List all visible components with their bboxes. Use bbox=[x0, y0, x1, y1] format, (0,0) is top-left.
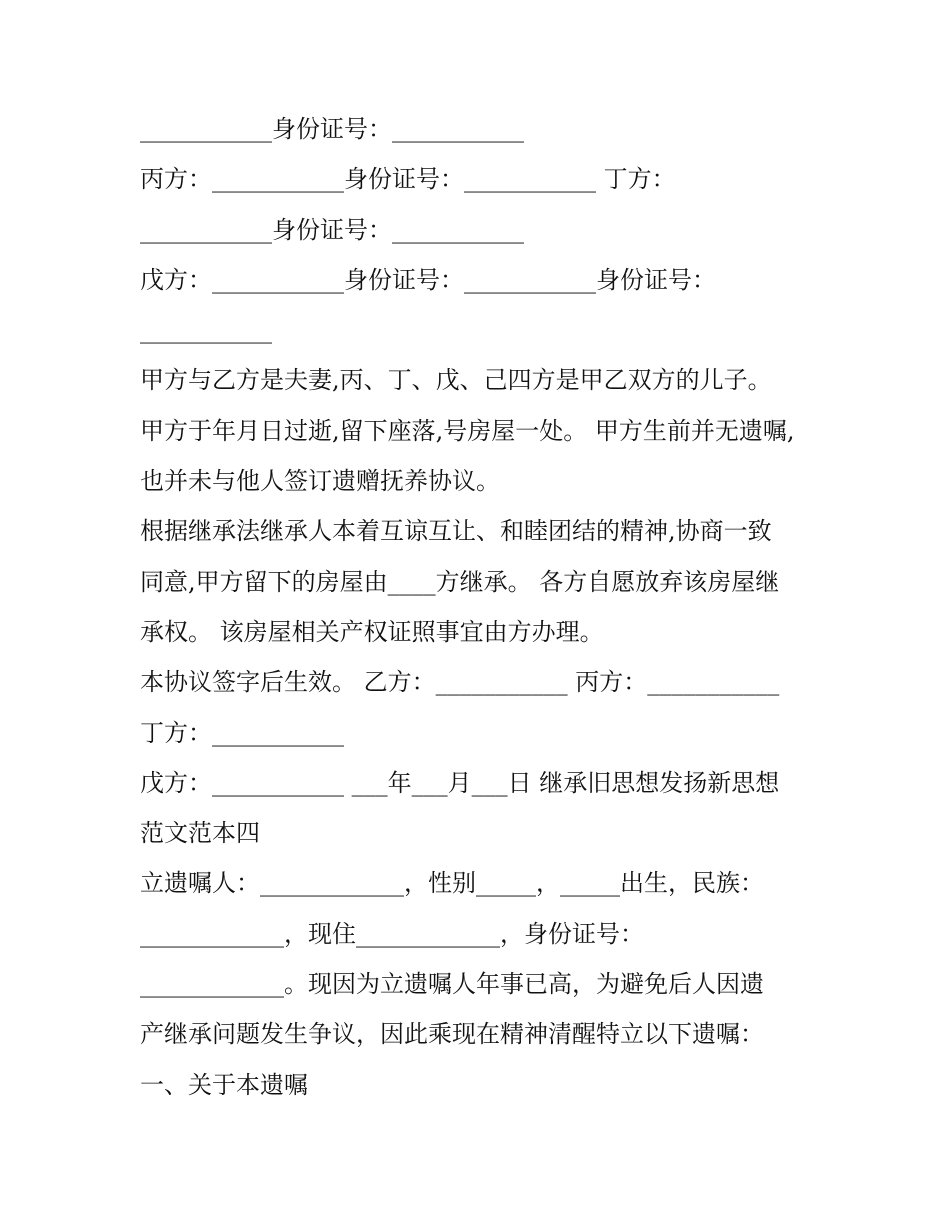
text-line: 丙方：___________身份证号：___________ 丁方： bbox=[140, 165, 676, 194]
text-line: 本协议签字后生效。 乙方：___________ 丙方：___________ bbox=[140, 668, 780, 697]
text-line: 产继承问题发生争议，因此乘现在精神清醒特立以下遗嘱： bbox=[140, 1020, 764, 1049]
text-line: ____________。现因为立遗嘱人年事已高，为避免后人因遗 bbox=[140, 970, 764, 999]
text-line: ___________身份证号：___________ bbox=[140, 215, 524, 244]
section-title: 范文范本四 bbox=[140, 819, 260, 848]
text-line: 立遗嘱人：____________，性别_____，_____出生，民族： bbox=[140, 869, 764, 898]
text-line: 丁方：___________ bbox=[140, 718, 344, 747]
text-line: ___________身份证号：___________ bbox=[140, 115, 524, 143]
text-line: ____________，现住____________，身份证号： bbox=[140, 919, 644, 948]
text-line: 戊方：___________身份证号：___________身份证号： bbox=[140, 265, 716, 294]
text-line: 同意,甲方留下的房屋由____方继承。 各方自愿放弃该房屋继 bbox=[140, 567, 780, 596]
text-line: 承权。 该房屋相关产权证照事宜由方办理。 bbox=[140, 617, 604, 646]
section-heading: 一、关于本遗嘱 bbox=[140, 1070, 308, 1099]
text-line: 根据继承法继承人本着互谅互让、和睦团结的精神,协商一致 bbox=[140, 517, 772, 546]
document-page bbox=[140, 104, 840, 1110]
text-line: 也并未与他人签订遗赠抚养协议。 bbox=[140, 467, 500, 496]
text-line: 甲方与乙方是夫妻,丙、丁、戊、己四方是甲乙双方的儿子。 bbox=[140, 366, 772, 395]
text-line: 甲方于年月日过逝,留下座落,号房屋一处。 甲方生前并无遗嘱, bbox=[140, 416, 795, 445]
text-line: ___________ bbox=[140, 316, 272, 345]
text-line: 戊方：___________ ___年___月___日 继承旧思想发扬新思想 bbox=[140, 768, 780, 797]
